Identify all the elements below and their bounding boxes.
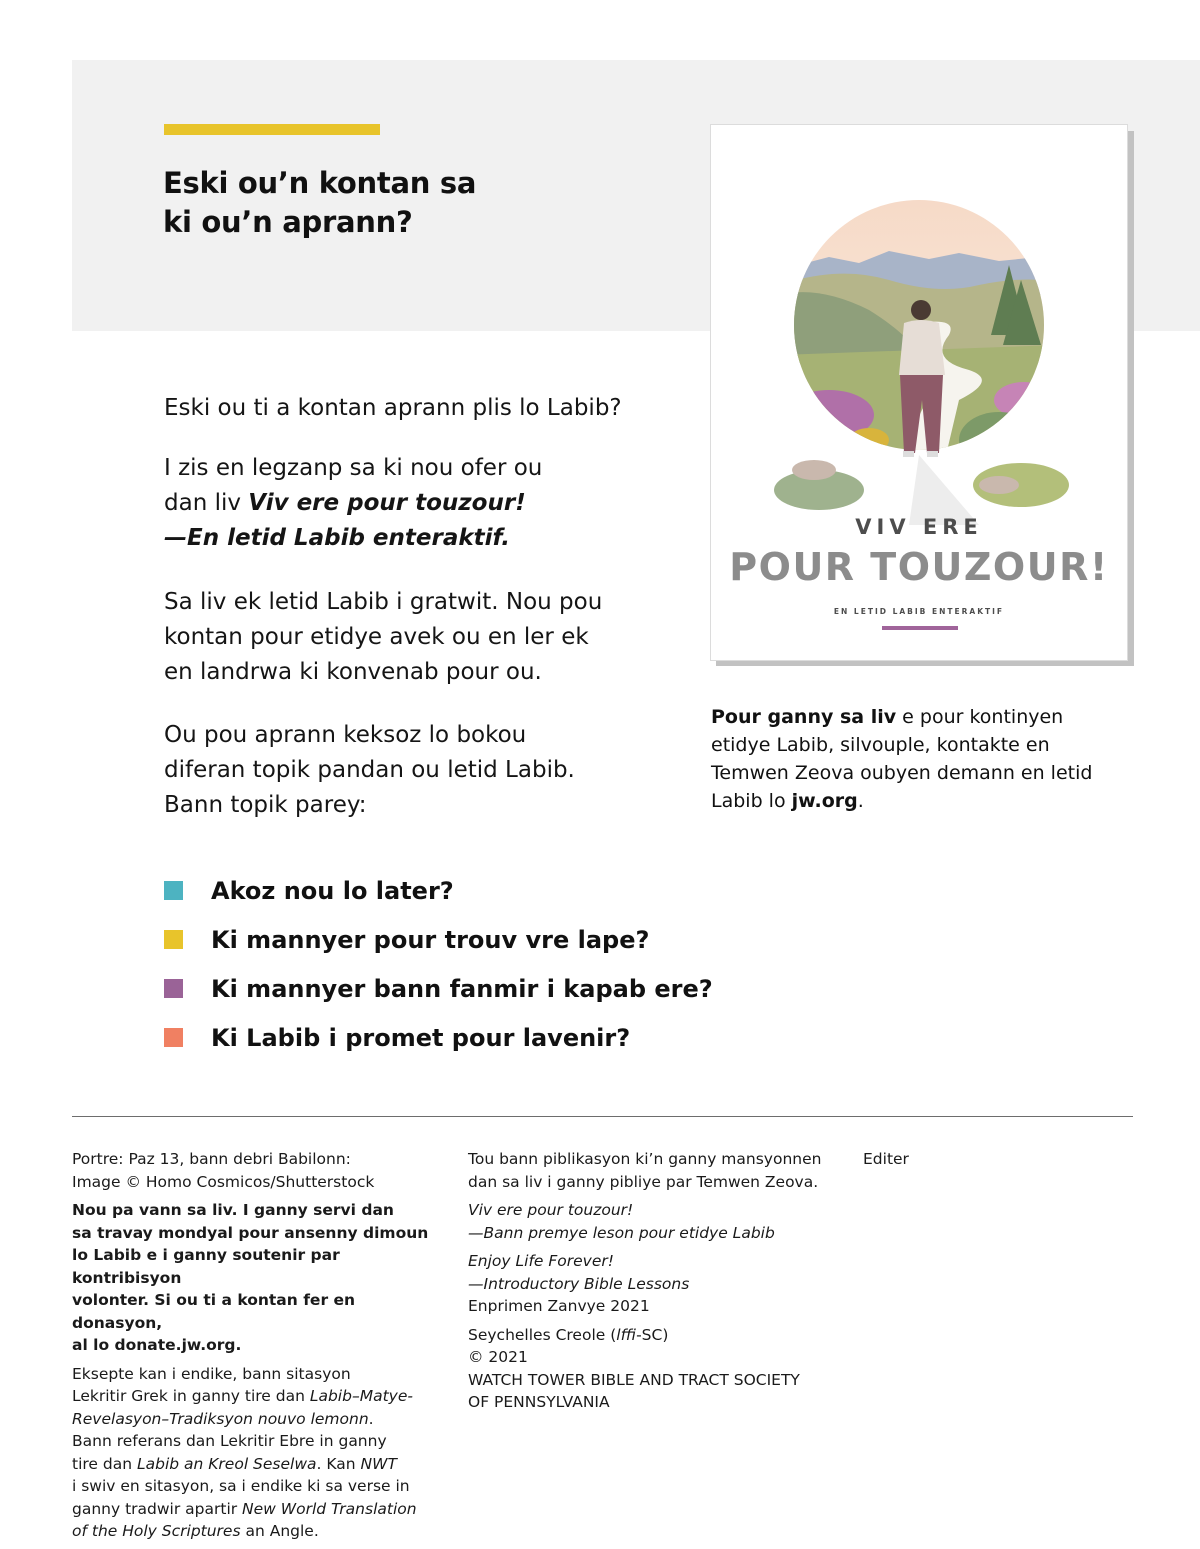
book-subtitle-ref: —En letid Labib enteraktif. <box>164 525 511 551</box>
donation-note <box>72 1199 442 1357</box>
topics-intro-line-3: Bann topik parey: <box>164 792 367 818</box>
example-line-2: dan liv <box>164 490 249 516</box>
topic-label: Ki Labib i promet pour lavenir? <box>211 1023 631 1052</box>
scripture-title: Labib an Kreol Seselwa <box>136 1454 317 1473</box>
square-bullet-icon <box>164 930 183 949</box>
caption-bold-lead: Pour ganny sa liv <box>711 706 897 728</box>
jw-org-link[interactable]: jw.org <box>791 790 858 812</box>
topic-label: Akoz nou lo later? <box>211 876 454 905</box>
book-subtitle: EN LETID LABIB ENTERAKTIF <box>833 607 1005 616</box>
title-english <box>468 1250 838 1318</box>
scripture-title: New World Translation <box>242 1499 417 1518</box>
book-title-ref: Viv ere pour touzour! <box>248 490 526 516</box>
scripture-line: ganny tradwir apartir <box>72 1499 243 1518</box>
scripture-line: . Kan <box>316 1454 361 1473</box>
publisher-note <box>468 1148 838 1193</box>
language-name: Seychelles Creole ( <box>468 1325 617 1344</box>
accent-bar <box>164 124 380 135</box>
scripture-line: Lekritir Grek in ganny tire dan <box>72 1387 310 1405</box>
language-copyright <box>468 1324 838 1414</box>
scripture-line: tire dan <box>72 1454 137 1473</box>
publisher-label: Editer <box>863 1150 909 1168</box>
footer-column-credits <box>72 1148 442 1549</box>
caption-text: e pour kontinyen etidye Labib, silvouple, kontakte en Temwen Zeova oubyen demann en letid Labib lo <box>711 706 1093 812</box>
page-title <box>163 164 583 242</box>
topic-item <box>164 964 713 1013</box>
book-cover <box>710 124 1128 661</box>
title-line-2: ki ou’n aprann? <box>163 205 413 239</box>
credit-line-2: Image © Homo Cosmicos/Shutterstock <box>72 1172 375 1191</box>
title-local <box>468 1199 838 1244</box>
topics-intro-line-1: Ou pou aprann keksoz lo bokou <box>164 722 527 748</box>
donation-line-5: al lo donate.jw.org. <box>72 1336 242 1354</box>
intro-text: Eski ou ti a kontan aprann plis lo Labib? <box>164 395 622 421</box>
topics-intro-paragraph <box>164 718 664 823</box>
copyright: © 2021 <box>468 1348 528 1366</box>
donation-line-1: Nou pa vann sa liv. I ganny servi dan <box>72 1201 394 1219</box>
scripture-line: i swiv en sitasyon, sa i endike ki sa verse in <box>72 1477 410 1495</box>
donation-line-4: volonter. Si ou ti a kontan fer en donasyon, <box>72 1291 356 1332</box>
publisher-line-1: Tou bann piblikasyon ki’n ganny mansyonnen <box>468 1150 822 1168</box>
scripture-abbrev: NWT <box>360 1454 397 1473</box>
free-study-paragraph <box>164 585 664 690</box>
square-bullet-icon <box>164 1028 183 1047</box>
topic-label: Ki mannyer bann fanmir i kapab ere? <box>211 974 713 1003</box>
scripture-title: of the Holy Scriptures <box>72 1522 241 1540</box>
scripture-note <box>72 1363 442 1543</box>
topics-intro-line-2: diferan topik pandan ou letid Labib. <box>164 757 575 783</box>
landscape-illustration-icon <box>759 185 1079 525</box>
example-line-1: I zis en legzanp sa ki nou ofer ou <box>164 455 543 481</box>
society-line-2: OF PENNSYLVANIA <box>468 1393 610 1411</box>
intro-paragraph <box>164 391 664 426</box>
scripture-line: Bann referans dan Lekritir Ebre in ganny <box>72 1432 387 1450</box>
example-paragraph <box>164 451 664 556</box>
footer-column-publication <box>468 1148 838 1420</box>
book-underline <box>882 626 958 630</box>
publisher-line-2: dan sa liv i ganny pibliye par Temwen Zeova. <box>468 1172 819 1191</box>
scripture-title: Revelasyon–Tradiksyon nouvo lemonn <box>72 1409 369 1428</box>
free-line-1: Sa liv ek letid Labib i gratwit. Nou pou <box>164 589 603 615</box>
language-suffix: -SC) <box>636 1325 669 1344</box>
scripture-line: . <box>368 1409 374 1428</box>
topics-list <box>164 866 713 1062</box>
free-line-2: kontan pour etidye avek ou en ler ek <box>164 624 589 650</box>
book-title-big: POUR TOUZOUR! <box>729 545 1109 589</box>
topic-label: Ki mannyer pour trouv vre lape? <box>211 925 650 954</box>
topic-item <box>164 915 713 964</box>
footer-divider <box>72 1116 1133 1117</box>
title-line-1: Eski ou’n kontan sa <box>163 166 477 200</box>
scripture-line: Eksepte kan i endike, bann sitasyon <box>72 1364 351 1383</box>
caption-end: . <box>857 790 864 812</box>
title-english-line-1: Enjoy Life Forever! <box>468 1252 614 1270</box>
square-bullet-icon <box>164 979 183 998</box>
topic-item <box>164 1013 713 1062</box>
society-line-1: WATCH TOWER BIBLE AND TRACT SOCIETY <box>468 1370 800 1389</box>
free-line-3: en landrwa ki konvenab pour ou. <box>164 659 542 685</box>
language-code: lffi <box>616 1325 637 1344</box>
book-caption <box>711 703 1101 815</box>
title-local-line-1: Viv ere pour touzour! <box>468 1201 634 1219</box>
title-local-line-2: —Bann premye leson pour etidye Labib <box>468 1223 775 1242</box>
scripture-title: Labib–Matye- <box>309 1387 413 1405</box>
title-english-line-2: —Introductory Bible Lessons <box>468 1274 690 1293</box>
credit-line-1: Portre: Paz 13, bann debri Babilonn: <box>72 1150 351 1168</box>
footer-column-publisher <box>863 1148 983 1177</box>
square-bullet-icon <box>164 881 183 900</box>
topic-item <box>164 866 713 915</box>
donation-line-2: sa travay mondyal pour ansenny dimoun <box>72 1223 429 1242</box>
image-credit <box>72 1148 442 1193</box>
printing-date: Enprimen Zanvye 2021 <box>468 1297 650 1315</box>
scripture-line: an Angle. <box>240 1522 319 1540</box>
donation-line-3: lo Labib e i ganny soutenir par kontribisyon <box>72 1246 340 1287</box>
book-title-small: VIV ERE <box>855 515 983 539</box>
